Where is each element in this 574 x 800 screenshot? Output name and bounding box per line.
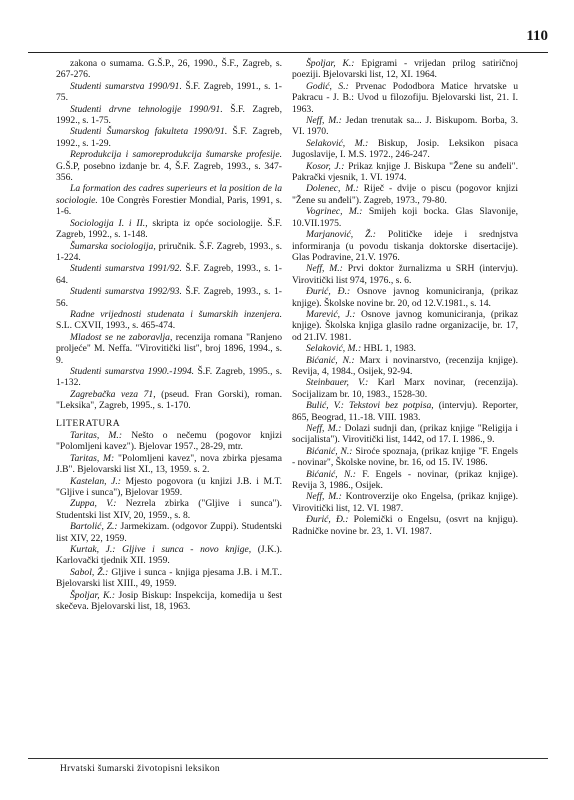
reference-entry — [292, 355, 518, 378]
reference-entry — [292, 229, 518, 263]
reference-author: Taritas, M: — [70, 452, 115, 464]
reference-text: Siroće spoznaja, (prikaz knjige "F. Engels - novinar", Školske novine, br. 16, od 15. IV. 1986. — [292, 445, 519, 469]
reference-entry — [56, 149, 282, 183]
reference-text: S.L. CXVII, 1993., s. 465-474. — [56, 320, 176, 332]
reference-entry — [292, 377, 518, 400]
reference-author: Neff, M.: — [306, 423, 342, 434]
reference-entry — [292, 491, 518, 514]
reference-author: Vogrinec, M.: — [306, 206, 363, 218]
reference-text: Mjesto pogovora (u knjizi J.B. i M.T. "Gljive i sunca"), Bjelovar 1959. — [56, 475, 282, 499]
reference-entry — [56, 263, 282, 286]
reference-entry — [56, 544, 282, 567]
reference-text: Nešto o nečemu (pogovor knjizi "Polomljeni kavez"). Bjelovar 1957., 28-29, mtr. — [56, 430, 282, 453]
reference-text: , recenzija romana "Ranjeno proljeće" M. Neffa. "Virovitički list", broj 1896, 1994., s. 9. — [56, 331, 282, 366]
reference-entry — [292, 400, 518, 423]
reference-author: Kosor, J.: — [306, 160, 345, 172]
reference-text: Osnove javnog komuniciranja, (prikaz knjige). Školske novine br. 20, od 12.V.1981., s. 14. — [292, 286, 519, 309]
reference-entry — [56, 366, 282, 389]
reference-entry — [292, 206, 518, 229]
reference-author: Neff, M.: — [306, 491, 342, 503]
reference-entry — [56, 81, 282, 104]
reference-entry — [292, 286, 518, 309]
reference-entry — [292, 115, 518, 138]
reference-entry — [56, 58, 282, 81]
reference-author: Bićanić, N.: — [306, 445, 353, 457]
reference-text: G.Š.P, posebno izdanje br. 4, Š.F. Zagreb, 1993., s. 347-356. — [56, 160, 282, 184]
reference-author: Reprodukcija i samoreprodukcija šumarske profesije. — [70, 149, 282, 161]
reference-text: Kontroverzije oko Engelsa, (prikaz knjige). Virovitički list, 12. VI. 1987. — [292, 491, 518, 514]
reference-entry — [56, 126, 282, 149]
reference-text: Osnove javnog komuniciranja, (prikaz knjige). Školska knjiga glasilo radne organizacije, br. 17, od 21.IV. 1981. — [292, 308, 518, 343]
reference-text: Josip Biskup: Inspekcija, komedija u šest skečeva. Bjelovarski list, 18, 1963. — [56, 589, 282, 613]
reference-author: La formation des cadres superieurs et la position de la sociologie. — [56, 183, 282, 206]
reference-author: Steinbauer, V.: — [306, 377, 369, 389]
footer-title: Hrvatski šumarski životopisni leksikon — [60, 764, 220, 774]
reference-author: Zagrebačka veza 71 — [70, 388, 154, 400]
reference-entry — [56, 286, 282, 309]
reference-author: Studenti sumarstva 1990/91. — [70, 80, 182, 92]
reference-entry — [56, 332, 282, 366]
reference-author: Šumarska sociologija — [70, 240, 154, 252]
reference-text: Š.F. Zagreb, 1991., s. 1-75. — [56, 80, 282, 104]
reference-text: Prvi doktor žurnalizma u SRH (intervju). Virovitički list 974, 1976., s. 6. — [292, 263, 518, 286]
reference-author: Studenti sumarstva 1992/93. — [70, 286, 182, 298]
reference-entry — [292, 469, 518, 492]
reference-author: Sociologija I. i II. — [70, 217, 146, 229]
reference-author: Bartolić, Z.: — [70, 521, 118, 533]
reference-entry — [292, 138, 518, 161]
reference-author: Špoljar, K.: — [306, 58, 355, 69]
reference-entry — [56, 389, 282, 412]
literature-heading: LITERATURA — [56, 417, 121, 429]
reference-text: Nezrela zbirka ("Gljive i sunca"). Studentski list XIV, 20, 1959., s. 8. — [56, 498, 282, 521]
reference-text: , priručnik. Š.F. Zagreb, 1993., s. 1-224. — [56, 240, 282, 263]
reference-text: Marx i novinarstvo, (recenzija knjige). Revija, 4, 1984., Osijek, 92-94. — [292, 354, 518, 377]
right-column — [292, 58, 518, 537]
reference-text: Smijeh koji bocka. Glas Slavonije, 10.VII.1975. — [292, 206, 518, 229]
reference-text: Dolazi sudnji dan, (prikaz knjige "Religija i socijalista"). Virovitički list, 1442, od 17. I. 1986., 9. — [292, 423, 519, 446]
reference-author: Selaković, M.: — [306, 137, 369, 149]
reference-text: 10e Congrès Forestier Mondial, Paris, 1991, s. 1-6. — [56, 194, 282, 218]
reference-entry — [292, 423, 518, 446]
bottom-rule — [28, 758, 548, 759]
reference-entry — [56, 241, 282, 264]
reference-entry — [56, 590, 282, 613]
reference-text: Gljive i sunca - knjiga pjesama J.B. i M.T.. Bjelovarski list XIII., 49, 1959. — [56, 566, 282, 590]
reference-text: Političke ideje i srednjstva informiranja (u povodu tiskanja doktorske disertacije). Glas Podravine, 21.V. 1976. — [292, 229, 518, 263]
reference-entry — [292, 81, 518, 115]
reference-author: Marević, J.: — [306, 308, 356, 320]
reference-entry — [292, 58, 518, 81]
reference-author: Godić, S.: — [306, 80, 349, 92]
reference-author: Kastelan, J.: — [70, 475, 121, 487]
top-rule — [28, 52, 548, 53]
reference-entry — [56, 521, 282, 544]
reference-entry — [56, 218, 282, 241]
reference-author: Zuppa, V.: — [70, 498, 117, 510]
reference-text: (intervju). Reporter, 865, Beograd, 11.-18. VIII. 1983. — [292, 400, 518, 423]
reference-entry — [56, 567, 282, 590]
reference-entry — [56, 498, 282, 521]
reference-text: Biskup, Josip. Leksikon pisaca Jugoslavije, I. M.S. 1972., 246-247. — [292, 137, 518, 161]
left-column — [56, 58, 282, 613]
reference-entry — [56, 104, 282, 127]
reference-author: Studenti drvne tehnologije 1990/91. — [70, 103, 223, 115]
reference-text: Prvenac Pododbora Matice hrvatske u Pakracu - J. B.: Uvod u filozofiju. Bjelovarski list, 21. I. 1963. — [292, 80, 518, 115]
reference-entry — [292, 161, 518, 184]
reference-author: Dolenec, M.: — [306, 183, 359, 195]
reference-entry — [292, 183, 518, 206]
reference-text: Polemički o Engelsu, (osvrt na knjigu). Radničke novine br. 23, 1. VI. 1987. — [292, 514, 518, 537]
reference-text: zakona o sumama. G.Š.P., 26, 1990., Š.F., Zagreb, s. 267-276. — [56, 58, 282, 81]
reference-text: Š.F. Zagreb, 1992., s. 1-75. — [56, 103, 283, 127]
reference-author: Taritas, M.: — [70, 430, 123, 441]
reference-text: Š.F. Zagreb, 1993., s. 1-64. — [56, 263, 282, 286]
reference-author: Bulić, V.: Tekstovi bez potpisa, — [306, 400, 434, 412]
reference-entry — [56, 476, 282, 499]
reference-entry — [56, 430, 282, 453]
reference-text: , skripta iz opće sociologije. Š.F. Zagreb, 1992., s. 1-148. — [56, 217, 282, 241]
reference-author: Neff, M.: — [306, 263, 343, 275]
reference-entry — [56, 183, 282, 217]
reference-entry — [292, 309, 518, 343]
reference-text: Prikaz knjige J. Biskupa "Žene su anđeli". Pakrački vjesnik, 1. VI. 1974. — [292, 160, 519, 184]
reference-entry — [292, 446, 518, 469]
reference-text: (J.K.). Karlovački tjednik XII. 1959. — [56, 544, 282, 567]
reference-entry — [56, 309, 282, 332]
reference-author: Selaković, M.: — [306, 343, 362, 355]
reference-text: HBL 1, 1983. — [361, 343, 416, 355]
reference-author: Radne vrijednosti studenata i šumarskih inzenjera. — [70, 308, 282, 320]
reference-author: Marjanović, Ž.: — [306, 229, 377, 241]
page-number: 110 — [526, 28, 548, 44]
reference-text: , (pseud. Fran Gorski), roman. "Leksika", Zagreb, 1995., s. 1-170. — [56, 388, 282, 412]
reference-text: Epigrami - vrijedan prilog satiričnoj poeziji. Bjelovarski list, 12, XI. 1964. — [292, 58, 519, 81]
reference-text: Š.F. Zagreb, 1992., s. 1-29. — [56, 126, 282, 149]
reference-entry — [56, 453, 282, 476]
reference-author: Studenti sumarstva 1991/92. — [70, 263, 182, 275]
reference-text: Karl Marx novinar, (recenzija). Socijalizam br. 10, 1983., 1528-30. — [292, 377, 518, 400]
reference-text: Jarmekizam. (odgovor Zuppi). Studentski list XIV, 22, 1959. — [56, 521, 282, 544]
reference-text: F. Engels - novinar, (prikaz knjige). Revija 3, 1986., Osijek. — [292, 468, 518, 492]
reference-author: Đurić, Đ.: — [306, 514, 349, 526]
reference-author: Sabol, Ž.: — [70, 566, 109, 578]
reference-text: Jedan trenutak sa... J. Biskupom. Borba, 3. VI. 1970. — [292, 115, 518, 138]
reference-text: Š.F. Zagreb, 1995., s. 1-132. — [56, 365, 282, 389]
reference-entry — [292, 263, 518, 286]
reference-author: Studenti sumarstva 1990.-1994. — [70, 365, 195, 377]
reference-author: Mladost se ne zaboravlja — [70, 331, 170, 343]
reference-author: Kurtak, J.: Gljive i sunca - novo knjige, — [70, 544, 252, 556]
reference-text: Riječ - dvije o piscu (pogovor knjizi "Žene su anđeli"). Zagreb, 1973., 79-80. — [292, 183, 518, 206]
reference-entry — [292, 343, 518, 354]
reference-author: Bićanić, N.: — [306, 354, 355, 366]
reference-text: Š.F. Zagreb, 1993., s. 1-56. — [56, 286, 282, 309]
bibliography-list — [56, 58, 282, 412]
reference-text: "Polomljeni kavez", nova zbirka pjesama J.B". Bjelovarski list XI., 13, 1959. s. 2. — [56, 452, 282, 476]
reference-author: Đurić, Đ.: — [306, 286, 351, 298]
literature-list — [56, 430, 282, 613]
reference-author: Neff, M.: — [306, 115, 342, 127]
reference-author: Špoljar, K.: — [70, 589, 116, 601]
reference-author: Studenti Šumarskog fakulteta 1990/91. — [70, 126, 228, 138]
reference-author: Bićanić, N.: — [306, 468, 356, 480]
reference-entry — [292, 514, 518, 537]
literature-list-continued — [292, 58, 518, 537]
